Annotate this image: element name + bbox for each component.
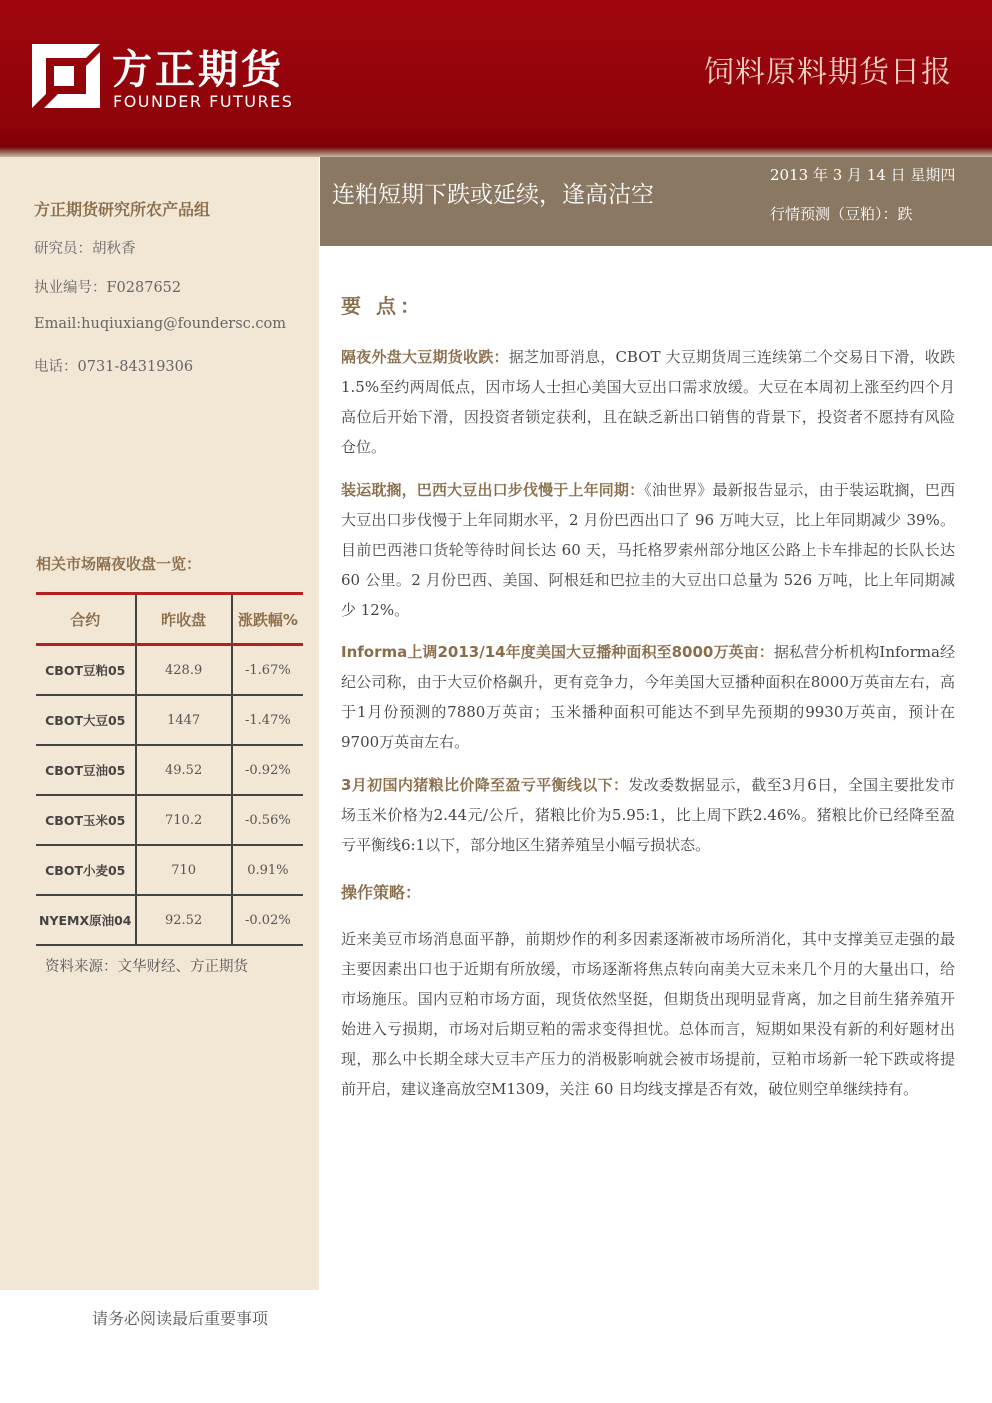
paragraph-body: 据芝加哥消息，CBOT 大豆期货周三连续第二个交易日下滑，收跌 1.5%至约两周低点，因市场人士担心美国大豆出口需求放缓。大豆在本周初上涨至约四个月高位后开始下滑，因投资者锁定获利，且在缺乏新出口销售的背景下，投资者不愿持有风险仓位。 bbox=[341, 348, 955, 456]
paragraph-body: 据私营分析机构Informa经纪公司称，由于大豆价格飙升，更有竞争力，今年美国大豆播种面积在8000万英亩左右，高于1月份预测的7880万英亩；玉米播种面积可能达不到早先预期的9930万英亩，预计在9700万英亩左右。 bbox=[341, 643, 956, 751]
report-type-title: 饲料原料期货日报 bbox=[704, 55, 952, 90]
key-points-heading: 要 点： bbox=[341, 294, 424, 318]
cell-change: -1.47% bbox=[232, 695, 303, 745]
research-group: 方正期货研究所农产品组 bbox=[34, 200, 211, 219]
overnight-quotes-table bbox=[36, 592, 303, 946]
license-number: 执业编号：F0287652 bbox=[34, 280, 182, 296]
table-row bbox=[36, 645, 303, 696]
paragraph-hog-grain-ratio bbox=[341, 770, 955, 860]
cell-contract: CBOT小麦05 bbox=[36, 845, 136, 895]
table-header-row bbox=[36, 594, 303, 645]
market-forecast: 行情预测（豆粕）：跌 bbox=[770, 205, 913, 223]
paragraph-body: 发改委数据显示，截至3月6日，全国主要批发市场玉米价格为2.44元/公斤，猪粮比价为5.95:1，比上周下跌2.46%。猪粮比价已经降至盈亏平衡线6:1以下，部分地区生猪养殖呈小幅亏损状态。 bbox=[341, 776, 955, 854]
paragraph-heading: 装运耽搁，巴西大豆出口步伐慢于上年同期： bbox=[341, 481, 645, 499]
cell-contract: CBOT玉米05 bbox=[36, 795, 136, 845]
quotes-table-title: 相关市场隔夜收盘一览： bbox=[36, 555, 202, 573]
col-header-close: 昨收盘 bbox=[136, 594, 232, 645]
cell-change: -0.56% bbox=[232, 795, 303, 845]
table-row bbox=[36, 845, 303, 895]
disclaimer-notice: 请务必阅读最后重要事项 bbox=[92, 1309, 269, 1328]
header-divider bbox=[0, 147, 992, 157]
col-header-contract: 合约 bbox=[36, 594, 136, 645]
cell-contract: CBOT豆粕05 bbox=[36, 645, 136, 696]
cell-change: -1.67% bbox=[232, 645, 303, 696]
logo-chinese-name: 方正期货 bbox=[112, 47, 284, 93]
cell-contract: CBOT豆油05 bbox=[36, 745, 136, 795]
cell-change: -0.92% bbox=[232, 745, 303, 795]
table-row bbox=[36, 745, 303, 795]
paragraph-heading: Informa上调2013/14年度美国大豆播种面积至8000万英亩： bbox=[341, 643, 774, 661]
col-header-change: 涨跌幅% bbox=[232, 594, 303, 645]
paragraph-heading: 3月初国内猪粮比价降至盈亏平衡线以下： bbox=[341, 776, 629, 794]
table-row bbox=[36, 895, 303, 945]
cell-close: 49.52 bbox=[136, 745, 232, 795]
report-title: 连粕短期下跌或延续，逢高沽空 bbox=[332, 182, 654, 208]
table-row bbox=[36, 795, 303, 845]
phone-number: 电话：0731-84319306 bbox=[34, 359, 194, 375]
table-row bbox=[36, 695, 303, 745]
paragraph-informa-acreage bbox=[341, 637, 955, 757]
report-date: 2013 年 3 月 14 日 星期四 bbox=[770, 166, 956, 184]
founder-logo-icon bbox=[32, 44, 100, 108]
email-address: Email:huqiuxiang@foundersc.com bbox=[34, 316, 286, 332]
cell-close: 710 bbox=[136, 845, 232, 895]
paragraph-overnight-soybean bbox=[341, 342, 955, 462]
cell-change: 0.91% bbox=[232, 845, 303, 895]
paragraph-heading: 隔夜外盘大豆期货收跌： bbox=[341, 348, 509, 366]
cell-contract: NYEMX原油04 bbox=[36, 895, 136, 945]
cell-close: 428.9 bbox=[136, 645, 232, 696]
cell-contract: CBOT大豆05 bbox=[36, 695, 136, 745]
cell-close: 710.2 bbox=[136, 795, 232, 845]
paragraph-body: 《油世界》最新报告显示，由于装运耽搁，巴西大豆出口步伐慢于上年同期水平，2 月份巴西出口了 96 万吨大豆，比上年同期减少 39%。目前巴西港口货轮等待时间长达 60 天，马托格罗索州部分地区公路上卡车排起的长队长达 60 公里。2 月份巴西、美国、阿根廷和巴拉圭的大豆出口总量为 526 万吨，比上年同期减少 12%。 bbox=[341, 481, 955, 619]
paragraph-brazil-exports bbox=[341, 475, 955, 625]
researcher-name: 研究员：胡秋香 bbox=[34, 241, 136, 257]
cell-close: 1447 bbox=[136, 695, 232, 745]
cell-change: -0.02% bbox=[232, 895, 303, 945]
cell-close: 92.52 bbox=[136, 895, 232, 945]
strategy-heading: 操作策略： bbox=[341, 883, 422, 902]
logo-english-name: FOUNDER FUTURES bbox=[113, 92, 294, 111]
data-source: 资料来源：文华财经、方正期货 bbox=[45, 959, 248, 975]
strategy-body: 近来美豆市场消息面平静，前期炒作的利多因素逐渐被市场所消化，其中支撑美豆走强的最主要因素出口也于近期有所放缓，市场逐渐将焦点转向南美大豆未来几个月的大量出口，给市场施压。国内豆粕市场方面，现货依然坚挺，但期货出现明显背离，加之目前生猪养殖开始进入亏损期，市场对后期豆粕的需求变得担忧。总体而言，短期如果没有新的利好题材出现，那么中长期全球大豆丰产压力的消极影响就会被市场提前，豆粕市场新一轮下跌或将提前开启，建议逢高放空M1309，关注 60 日均线支撑是否有效，破位则空单继续持有。 bbox=[341, 930, 955, 1098]
